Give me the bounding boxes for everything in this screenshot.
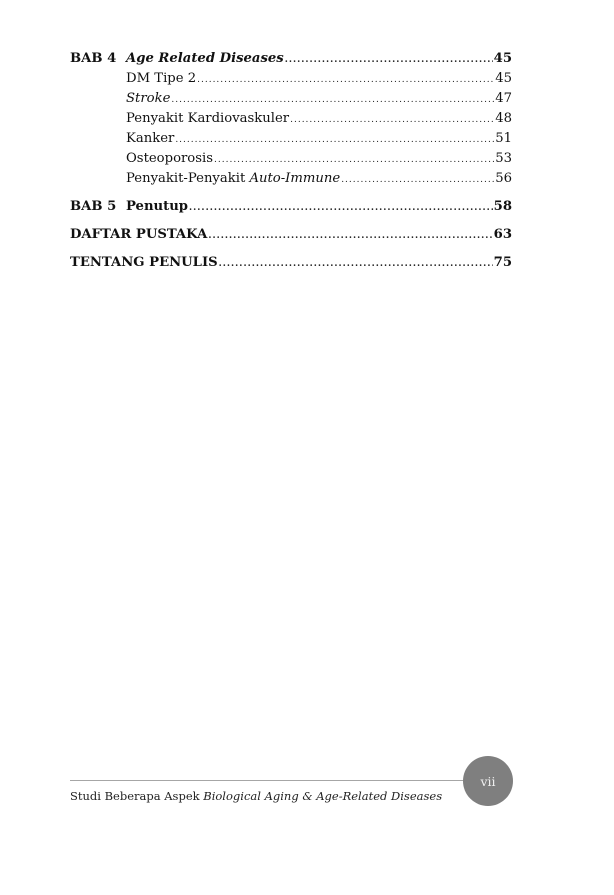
section-title: Penyakit-Penyakit Auto-Immune (126, 171, 341, 186)
toc-entry-bab4[interactable] (70, 49, 512, 69)
section-title: Osteoporosis (126, 151, 214, 166)
leader-dots (208, 226, 492, 246)
chapter-title: DAFTAR PUSTAKA (70, 227, 208, 242)
footer-book-title: Studi Beberapa Aspek Biological Aging & Age-Related Diseases (70, 789, 443, 803)
page-number: 51 (495, 131, 512, 146)
section-title: Penyakit Kardiovaskuler (126, 111, 290, 126)
chapter-title: Penutup (126, 199, 189, 214)
toc-entry-kardiovaskuler[interactable] (70, 109, 512, 129)
section-title: Stroke (126, 91, 171, 106)
page-number: 45 (493, 51, 512, 66)
chapter-title: TENTANG PENULIS (70, 255, 218, 270)
leader-dots (214, 150, 494, 170)
toc-entry-bab5[interactable] (70, 197, 512, 217)
toc-entry-tentang-penulis[interactable] (70, 253, 512, 273)
page-number: 45 (495, 71, 512, 86)
leader-dots (171, 90, 494, 110)
leader-dots (285, 50, 493, 70)
page-number: 75 (493, 255, 512, 270)
toc-entry-dm-tipe-2[interactable] (70, 69, 512, 89)
page-number: 47 (495, 91, 512, 106)
leader-dots (290, 110, 494, 130)
leader-dots (219, 254, 493, 274)
chapter-number: BAB 5 (70, 199, 117, 214)
leader-dots (175, 130, 494, 150)
leader-dots (189, 198, 493, 218)
chapter-title: Age Related Diseases (126, 51, 284, 66)
page-number: 56 (495, 171, 512, 186)
toc-entry-kanker[interactable] (70, 129, 512, 149)
toc-entry-stroke[interactable] (70, 89, 512, 109)
chapter-number: BAB 4 (70, 51, 117, 66)
toc-entry-auto-immune[interactable] (70, 169, 512, 189)
page-number: 58 (493, 199, 512, 214)
page-number: 63 (493, 227, 512, 242)
table-of-contents (70, 49, 512, 273)
footer-divider (70, 780, 472, 781)
leader-dots (341, 170, 494, 190)
page-number: 53 (495, 151, 512, 166)
toc-entry-osteoporosis[interactable] (70, 149, 512, 169)
page-number: 48 (495, 111, 512, 126)
leader-dots (197, 70, 494, 90)
section-title: DM Tipe 2 (126, 71, 197, 86)
toc-entry-daftar-pustaka[interactable] (70, 225, 512, 245)
section-title: Kanker (126, 131, 175, 146)
page-number-badge: vii (463, 756, 513, 806)
